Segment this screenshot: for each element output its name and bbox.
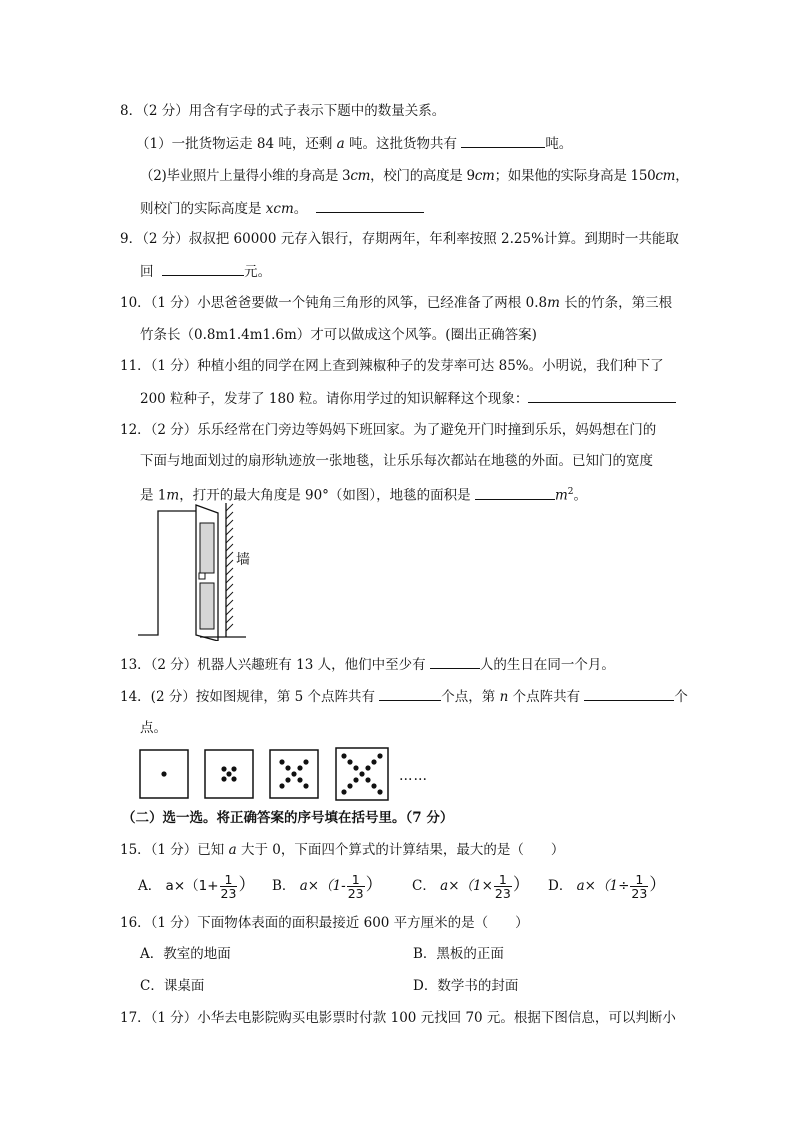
q15-option-d-fraction: $\frac{1}{23}$ xyxy=(631,872,648,901)
dot-pattern-1 xyxy=(139,749,189,799)
q9-line1: 9．（2 分）叔叔把 60000 元存入银行，存期两年，年利率按照 2.25%计算。到期时一共能取 xyxy=(120,231,679,247)
q12-line3: 是 1m，打开的最大角度是 90°（如图），地毯的面积是 $m^2$。 xyxy=(140,482,587,506)
q15-option-b-fraction: $\frac{1}{23}$ xyxy=(347,872,364,901)
q16-stem: 16．（1 分）下面物体表面的面积最接近 600 平方厘米的是（ ） xyxy=(120,915,529,931)
q10-line2: 竹条长（0.8m1.4m1.6m）才可以做成这个风筝。(圈出正确答案) xyxy=(140,327,537,343)
q8-stem: 8．（2 分）用含有字母的式子表示下题中的数量关系。 xyxy=(120,103,446,119)
door-figure xyxy=(138,503,258,641)
q15-option-c-fraction: $\frac{1}{23}$ xyxy=(494,872,511,901)
q15-option-b[interactable]: B． a×（1- $\frac{1}{23}$ ） xyxy=(272,872,383,901)
q12-answer-blank[interactable] xyxy=(475,485,555,500)
q14-line1: 14．(2 分）按如图规律，第 5 个点阵共有 个点，第 n 个点阵共有 个 xyxy=(120,686,688,707)
q9-line2: 回 元。 xyxy=(140,261,271,282)
section-2-title: （二）选一选。将正确答案的序号填在括号里。（7 分） xyxy=(122,810,454,826)
q14-line2: 点。 xyxy=(140,720,167,736)
q12-line1: 12．（2 分）乐乐经常在门旁边等妈妈下班回家。为了避免开门时撞到乐乐，妈妈想在门的 xyxy=(120,422,657,438)
q15-option-a[interactable]: A． a×（1+ $\frac{1}{23}$ ） xyxy=(138,872,256,901)
dot-pattern-3 xyxy=(269,749,319,799)
q15-option-a-fraction: $\frac{1}{23}$ xyxy=(220,872,237,901)
q8-part1: （1）一批货物运走 84 吨，还剩 a 吨。这批货物共有 吨。 xyxy=(136,133,572,154)
q8-part2-line1: （2)毕业照片上量得小维的身高是 3cm，校门的高度是 9cm；如果他的实际身高是 150cm， xyxy=(140,168,689,184)
q9-answer-blank[interactable] xyxy=(162,261,244,276)
dot-pattern-4 xyxy=(335,747,389,801)
wall-label: 墙 xyxy=(236,552,250,568)
q13-text: 13．（2 分）机器人兴趣班有 13 人，他们中至少有 人的生日在同一个月。 xyxy=(120,654,615,675)
q11-line2: 200 粒种子，发芽了 180 粒。请你用学过的知识解释这个现象： xyxy=(140,388,676,409)
dot-pattern-ellipsis: …… xyxy=(399,768,428,784)
q11-answer-blank[interactable] xyxy=(528,388,676,403)
q14-answer-blank-2[interactable] xyxy=(584,686,674,701)
q8-part2-line2: 则校门的实际高度是 xcm。 xyxy=(140,198,424,219)
q15-stem: 15．（1 分）已知 a 大于 0，下面四个算式的计算结果，最大的是（ ） xyxy=(120,842,565,858)
q16-option-d[interactable]: D．数学书的封面 xyxy=(413,978,519,994)
q15-option-d[interactable]: D． a×（1÷ $\frac{1}{23}$ ） xyxy=(548,872,667,901)
q13-answer-blank[interactable] xyxy=(430,654,480,669)
q11-line1: 11．（1 分）种植小组的同学在网上查到辣椒种子的发芽率可达 85%。小明说，我们种下了 xyxy=(120,358,664,374)
dot-pattern-2 xyxy=(204,749,254,799)
q14-answer-blank-1[interactable] xyxy=(379,686,441,701)
q10-line1: 10．（1 分）小思爸爸要做一个钝角三角形的风筝，已经准备了两根 0.8m 长的竹条，第三根 xyxy=(120,295,673,311)
q8-answer-blank-2[interactable] xyxy=(316,198,424,213)
q16-option-c[interactable]: C．课桌面 xyxy=(140,978,205,994)
q15-option-c[interactable]: C． a×（1× $\frac{1}{23}$ ） xyxy=(412,872,530,901)
q8-answer-blank-1[interactable] xyxy=(461,133,545,148)
q16-option-a[interactable]: A．教室的地面 xyxy=(140,946,231,962)
q17-line1: 17．（1 分）小华去电影院购买电影票时付款 100 元找回 70 元。根据下图信息，可以判断小 xyxy=(120,1010,676,1026)
q16-option-b[interactable]: B．黑板的正面 xyxy=(413,946,504,962)
q12-line2: 下面与地面划过的扇形轨迹放一张地毯，让乐乐每次都站在地毯的外面。已知门的宽度 xyxy=(140,453,653,469)
